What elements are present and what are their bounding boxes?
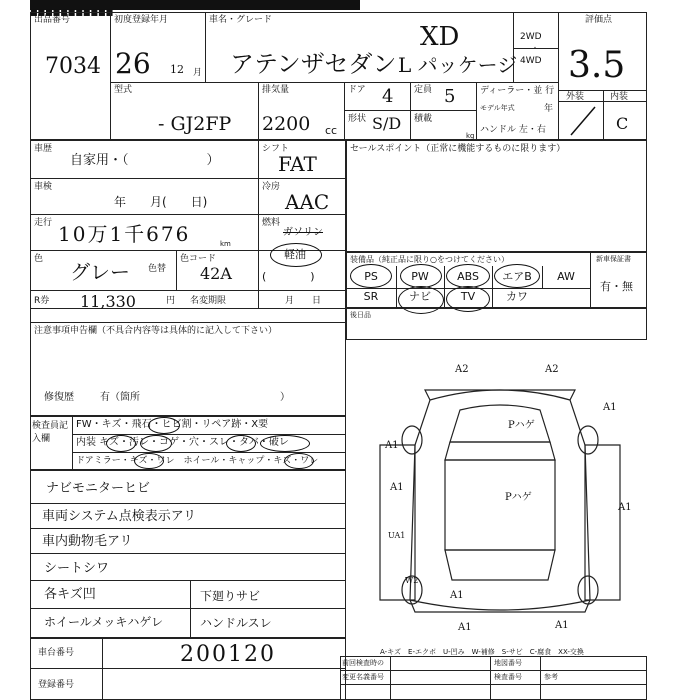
circle-int-scratch	[106, 435, 136, 452]
capacity-label: 定員	[414, 85, 433, 95]
sales-title: セールスポイント（正常に機能するものに限ります）	[350, 144, 566, 154]
usage: 自家用・（ ）	[70, 153, 220, 168]
note-right-2: ハンドルスレ	[200, 616, 272, 630]
equip-ps: PS	[364, 270, 378, 283]
yen-unit: 円	[166, 296, 176, 306]
color-change-label: 色替	[148, 264, 167, 274]
mark-a1-right-top: A1	[603, 402, 617, 413]
doors-label: ドア	[348, 85, 366, 95]
aftermarket-label: 後日品	[350, 311, 371, 319]
equip-airbag: エアB	[502, 270, 532, 283]
year-unit: 年	[544, 104, 554, 114]
car-name: アテンザセダン	[230, 50, 397, 78]
mark-a1-left-low: A1	[390, 482, 404, 493]
circle-int-burn	[260, 435, 310, 452]
circle-chip	[148, 417, 180, 434]
color-code-label: 色コード	[180, 254, 217, 264]
note-5: 各キズ凹	[44, 587, 96, 602]
inspector-label: 検査員記入欄	[32, 421, 69, 444]
mark-a1-bottom-right: A1	[555, 620, 569, 631]
dealer-label: ディーラー・並 行	[480, 86, 555, 96]
mark-u-left: UA1	[388, 531, 406, 540]
equip-navi: ナビ	[409, 290, 431, 303]
handle-label: ハンドル 左・右	[480, 125, 546, 135]
equipment-title: 装備品（純正品に限り○をつけてください）	[350, 255, 509, 264]
month-unit: 月	[193, 68, 203, 78]
mark-a1-right-mid: A1	[618, 502, 632, 513]
name-change-value: 月 日	[285, 296, 322, 306]
mark-a2-right: A2	[545, 364, 559, 375]
form-label-4: 検査番号	[494, 673, 522, 681]
car-name-label: 車名・グレード	[209, 15, 273, 25]
note-3: 車内動物毛アリ	[42, 534, 133, 549]
form-label-2: 変更名義番号	[342, 673, 384, 681]
equip-leather: カワ	[506, 290, 528, 303]
header-banner-text: ■■■■■■■■■■■	[30, 8, 114, 17]
equip-pw: PW	[411, 270, 429, 283]
color-code: 42A	[200, 264, 232, 283]
notes-title: 注意事項申告欄（不具合内容等は具体的に記入して下さい）	[34, 326, 278, 336]
equip-abs: ABS	[457, 270, 479, 283]
score: 3.5	[568, 45, 626, 86]
mark-roof: Pハゲ	[508, 420, 535, 431]
mark-a2-left: A2	[455, 364, 469, 375]
new-car-label: 新車保証書	[596, 255, 631, 263]
inspector-row2: 内装 キズ・汚レ・コゲ・穴・スレ・タバ・破レ	[76, 437, 289, 448]
equip-tv: TV	[460, 290, 476, 303]
fuel-diesel: 軽油	[284, 248, 306, 261]
circle-airbag	[494, 264, 540, 288]
mark-a1-rear: A1	[458, 622, 472, 633]
first-reg-label: 初度登録年月	[114, 15, 169, 25]
name-change-label: 名変期限	[190, 296, 227, 306]
form-label-3: 地図番号	[494, 659, 522, 667]
ac: AAC	[285, 190, 330, 214]
lot-number: 7034	[45, 54, 101, 79]
circle-int-wear	[226, 435, 256, 452]
chassis-value: 200120	[180, 642, 276, 667]
drive-4wd: 4WD	[520, 56, 542, 66]
kg-unit: kg	[466, 132, 475, 140]
recycle-label: R券	[34, 296, 50, 306]
mark-a1-bottom: A1	[450, 590, 464, 601]
mark-w2: W2	[405, 576, 419, 585]
repair-label: 修復歴	[44, 392, 74, 403]
interior-grade: C	[616, 114, 629, 133]
circle-int-dirt	[140, 435, 172, 452]
inspector-row1: FW・キズ・飛石・ヒビ割・リペア跡・X要	[76, 419, 269, 430]
exterior-label: 外装	[566, 92, 585, 102]
lot-label: 出品番号	[34, 15, 71, 25]
displacement-label: 排気量	[262, 85, 290, 95]
note-1: ナビモニターヒビ	[46, 481, 151, 496]
circle-mirror	[134, 453, 164, 469]
note-4: シートシワ	[44, 561, 110, 576]
car-diagram	[350, 350, 650, 650]
model-year-label: モデル年式	[480, 104, 515, 112]
model-label: 型式	[114, 85, 133, 95]
capacity: 5	[444, 86, 456, 107]
shape: S/D	[372, 114, 402, 133]
mileage-label: 走行	[34, 218, 53, 228]
color-label: 色	[34, 254, 44, 264]
fuel-label: 燃料	[262, 218, 281, 228]
color: グレー	[70, 260, 130, 284]
note-2: 車両システム点検表示アリ	[42, 509, 197, 524]
equip-sr: SR	[363, 290, 379, 303]
header-banner	[30, 0, 360, 17]
package: L パッケージ	[398, 53, 518, 77]
mark-hood: Pハゲ	[505, 492, 532, 503]
reg-label: 登録番号	[38, 680, 75, 690]
load-label: 積載	[414, 114, 433, 124]
circle-ps	[350, 264, 392, 288]
inspection-label: 車検	[34, 182, 53, 192]
circle-abs	[446, 264, 490, 288]
interior-label: 内装	[610, 92, 629, 102]
first-reg-month: 12	[170, 63, 184, 76]
note-6: ホイールメッキハゲレ	[44, 615, 164, 629]
usage-label: 車歴	[34, 144, 53, 154]
drive-2wd: 2WD	[520, 32, 542, 42]
fuel-gasoline: ガソリン	[283, 227, 323, 238]
grade: XD	[420, 22, 460, 52]
inspection: 年 月( 日)	[114, 195, 208, 209]
model: - GJ2FP	[158, 113, 232, 135]
cc-unit: cc	[325, 124, 338, 137]
note-right-1: 下廻りサビ	[200, 589, 261, 603]
circle-wheel	[284, 453, 314, 469]
first-reg-year: 26	[115, 47, 151, 80]
legend: A-キズ E-エクボ U-凹み W-補修 S-サビ C-腐食 XX-交換	[380, 648, 584, 656]
score-label: 評価点	[585, 15, 613, 25]
repair-value: 有（箇所 ）	[100, 392, 290, 403]
recycle-value: 11,330	[80, 292, 136, 311]
form-label-1: 前回検査時の	[342, 659, 384, 667]
mileage: 10万1千676	[58, 222, 191, 246]
chassis-label: 車台番号	[38, 648, 75, 658]
sales-box	[346, 140, 647, 252]
exterior-mark	[565, 103, 601, 139]
new-car-value: 有・無	[600, 280, 633, 293]
shape-label: 形状	[348, 114, 367, 124]
ac-label: 冷房	[262, 182, 281, 192]
shift: FAT	[278, 152, 317, 176]
circle-pw	[400, 264, 442, 288]
aftermarket-box	[346, 308, 647, 340]
doors: 4	[382, 86, 394, 107]
km-unit: km	[220, 240, 231, 248]
displacement: 2200	[262, 113, 311, 135]
shift-label: シフト	[262, 144, 290, 154]
mark-a1-left-mid: A1	[385, 440, 399, 451]
form-label-5: 参考	[544, 673, 558, 681]
inspector-row3: ドアミラー・キズ・ワレ ホイール・キャップ・キズ・ワレ	[76, 456, 319, 466]
equip-aw: AW	[557, 270, 575, 283]
